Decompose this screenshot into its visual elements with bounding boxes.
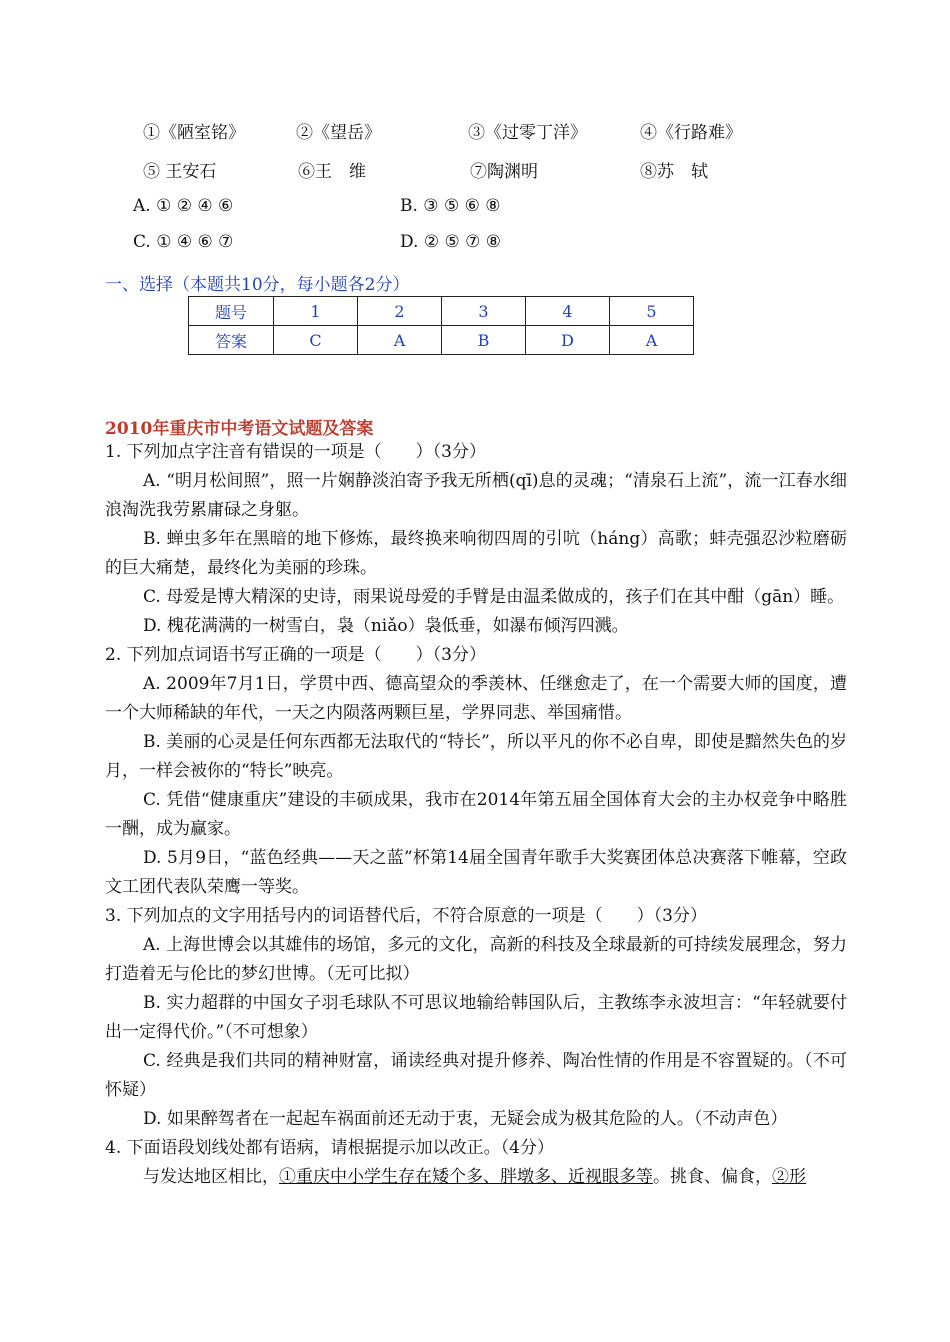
q2-option-d: D. 5月9日，“蓝色经典——天之蓝”杯第14届全国青年歌手大奖赛团体总决赛落下帷幕，空政文工团代表队荣鹰一等奖。 — [105, 848, 847, 897]
option-1: ①《陋室铭》 — [143, 123, 245, 143]
question-body — [105, 438, 847, 1192]
q1-option-c: C. 母爱是博大精深的史诗，雨果说母爱的手臂是由温柔做成的，孩子们在其中酣（gān）睡。 — [143, 587, 845, 607]
q2-option-c: C. 凭借“健康重庆”建设的丰硕成果，我市在2014年第五届全国体育大会的主办权竞争中略胜一酬，成为赢家。 — [105, 790, 847, 839]
answer-table — [188, 296, 694, 355]
choice-c: C. ① ④ ⑥ ⑦ — [133, 232, 234, 252]
exam-title: 2010年重庆市中考语文试题及答案 — [105, 419, 374, 439]
q1-option-b: B. 蝉虫多年在黑暗的地下修炼，最终换来响彻四周的引吭（háng）高歌；蚌壳强忍沙粒磨砺的巨大痛楚，最终化为美丽的珍珠。 — [105, 529, 847, 578]
option-2: ②《望岳》 — [296, 123, 381, 143]
table-row — [189, 326, 694, 355]
q3-option-d: D. 如果醉驾者在一起起车祸面前还无动于衷，无疑会成为极其危险的人。（不动声色） — [143, 1109, 788, 1129]
option-5: ⑤ 王安石 — [143, 162, 217, 182]
option-3: ③《过零丁洋》 — [468, 123, 587, 143]
option-6: ⑥王 维 — [298, 162, 366, 182]
q3-option-c: C. 经典是我们共同的精神财富，诵读经典对提升修养、陶冶性情的作用是不容置疑的。（不可怀疑） — [105, 1051, 847, 1100]
table-row — [189, 297, 694, 326]
q1-option-a: A. “明月松间照”，照一片娴静淡泊寄予我无所栖(qī)息的灵魂；“清泉石上流”，流一江春水细浪淘洗我劳累庸碌之身躯。 — [105, 471, 847, 520]
q4-stem: 4. 下面语段划线处都有语病，请根据提示加以改正。（4分） — [105, 1138, 554, 1158]
q1-stem: 1. 下列加点字注音有错误的一项是（ ）（3分） — [105, 442, 486, 462]
option-4: ④《行路难》 — [640, 123, 742, 143]
q2-option-a: A. 2009年7月1日，学贯中西、德高望众的季羡林、任继愈走了，在一个需要大师的国度，遭一个大师稀缺的年代，一天之内陨落两颗巨星，学界同悲、举国痛惜。 — [105, 674, 847, 723]
table-cell: A — [610, 326, 694, 355]
table-cell: D — [526, 326, 610, 355]
table-cell: 1 — [274, 297, 358, 326]
table-cell: 3 — [442, 297, 526, 326]
table-cell: C — [274, 326, 358, 355]
table-cell: 4 — [526, 297, 610, 326]
answer-heading: 一、选择（本题共10分，每小题各2分） — [105, 275, 410, 295]
q4-passage — [105, 1163, 847, 1192]
option-7: ⑦陶渊明 — [470, 162, 538, 182]
q3-stem: 3. 下列加点的文字用括号内的词语替代后，不符合原意的一项是（ ）（3分） — [105, 906, 707, 926]
table-cell: 2 — [358, 297, 442, 326]
table-header-number: 题号 — [189, 297, 274, 326]
q4-underlined-1: ①重庆中小学生存在矮个多、胖墩多、近视眼多等 — [279, 1167, 653, 1187]
table-header-answer: 答案 — [189, 326, 274, 355]
option-8: ⑧苏 轼 — [640, 162, 708, 182]
q1-option-d: D. 槐花满满的一树雪白，袅（niǎo）袅低垂，如瀑布倾泻四溅。 — [143, 616, 629, 636]
table-cell: B — [442, 326, 526, 355]
table-cell: 5 — [610, 297, 694, 326]
table-cell: A — [358, 326, 442, 355]
q3-option-b: B. 实力超群的中国女子羽毛球队不可思议地输给韩国队后，主教练李永波坦言：“年轻就要付出一定得代价。”（不可想象） — [105, 993, 847, 1042]
choice-a: A. ① ② ④ ⑥ — [133, 196, 234, 216]
q3-option-a: A. 上海世博会以其雄伟的场馆，多元的文化，高新的科技及全球最新的可持续发展理念，努力打造着无与伦比的梦幻世博。（无可比拟） — [105, 935, 847, 984]
q2-option-b: B. 美丽的心灵是任何东西都无法取代的“特长”，所以平凡的你不必自卑，即使是黯然失色的岁月，一样会被你的“特长”映亮。 — [105, 732, 847, 781]
q4-mid: 。挑食、偏食， — [653, 1167, 772, 1187]
q2-stem: 2. 下列加点词语书写正确的一项是（ ）（3分） — [105, 645, 486, 665]
choice-d: D. ② ⑤ ⑦ ⑧ — [400, 232, 502, 252]
q4-lead: 与发达地区相比， — [143, 1167, 279, 1187]
q4-underlined-2: ②形 — [772, 1167, 806, 1187]
choice-b: B. ③ ⑤ ⑥ ⑧ — [400, 196, 501, 216]
